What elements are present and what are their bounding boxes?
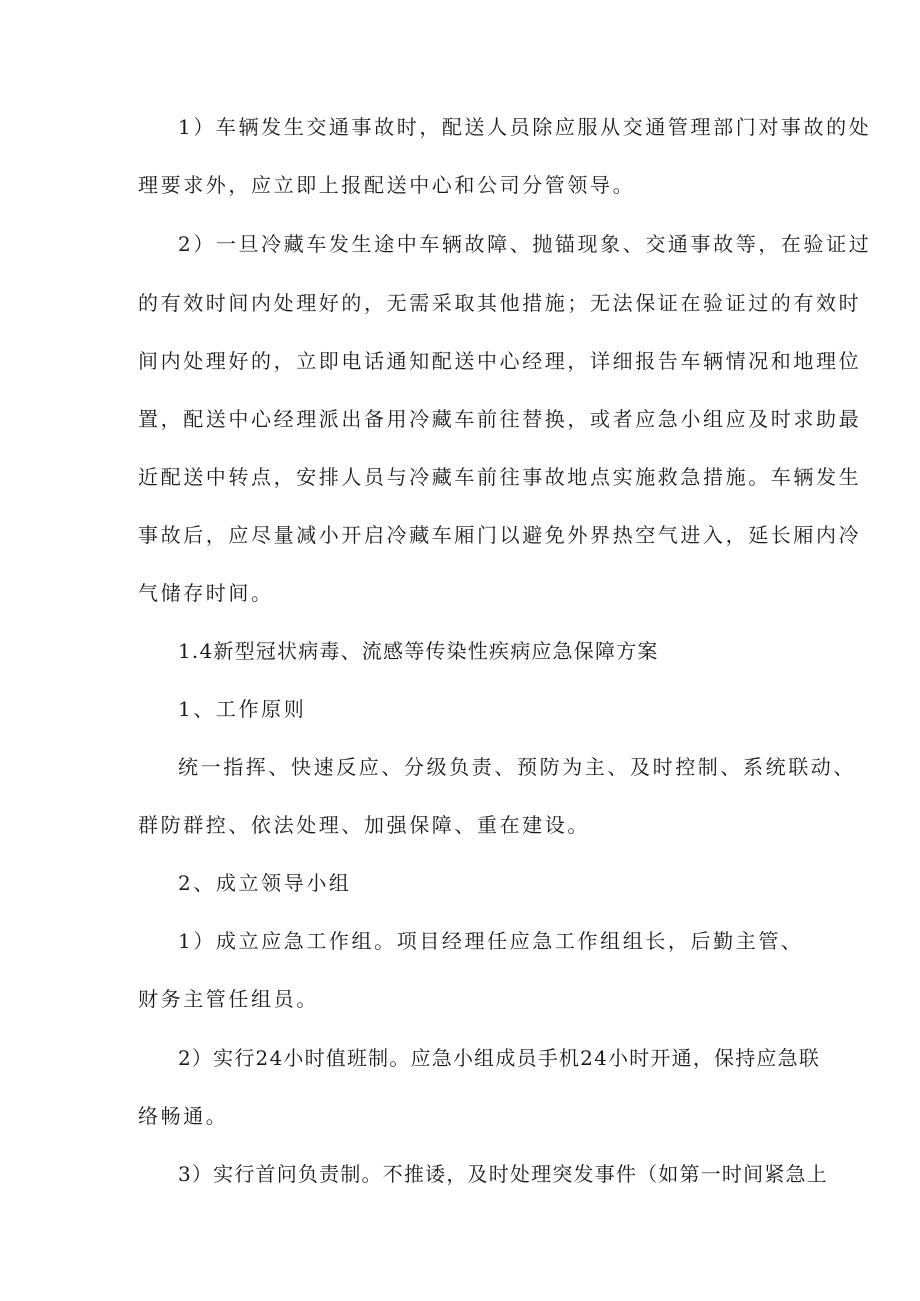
paragraph-breakdown-line-5: 近配送中转点，安排人员与冷藏车前往事故地点实施救急措施。车辆发生: [138, 465, 862, 489]
item-1-line-1: 1）成立应急工作组。项目经理任应急工作组组长，后勤主管、: [178, 929, 804, 953]
section-heading-1-4: 1.4新型冠状病毒、流感等传染性疾病应急保障方案: [178, 639, 659, 663]
item-1-line-2: 财务主管任组员。: [138, 987, 319, 1011]
paragraph-breakdown-line-4: 置，配送中心经理派出备用冷藏车前往替换，或者应急小组应及时求助最: [138, 407, 862, 431]
paragraph-accident-line-2: 理要求外，应立即上报配送中心和公司分管领导。: [138, 173, 636, 197]
heading-leadership-group: 2、成立领导小组: [178, 871, 352, 895]
paragraph-accident-line-1: 1）车辆发生交通事故时，配送人员除应服从交通管理部门对事故的处: [178, 115, 872, 139]
item-3-line-1: 3）实行首问负责制。不推诿，及时处理突发事件（如第一时间紧急上: [178, 1162, 828, 1186]
paragraph-breakdown-line-3: 间内处理好的，立即电话通知配送中心经理，详细报告车辆情况和地理位: [138, 349, 862, 373]
paragraph-breakdown-line-7: 气储存时间。: [138, 581, 274, 605]
principles-line-2: 群防群控、依法处理、加强保障、重在建设。: [138, 813, 590, 837]
paragraph-breakdown-line-1: 2）一旦冷藏车发生途中车辆故障、抛锚现象、交通事故等，在验证过: [178, 232, 872, 256]
paragraph-breakdown-line-2: 的有效时间内处理好的，无需采取其他措施；无法保证在验证过的有效时: [138, 291, 862, 315]
item-2-line-1: 2）实行24小时值班制。应急小组成员手机24小时开通，保持应急联: [178, 1046, 821, 1070]
principles-line-1: 统一指挥、快速反应、分级负责、预防为主、及时控制、系统联动、: [178, 755, 856, 779]
item-2-line-2: 络畅通。: [138, 1104, 229, 1128]
paragraph-breakdown-line-6: 事故后，应尽量减小开启冷藏车厢门以避免外界热空气进入，延长厢内冷: [138, 523, 862, 547]
heading-work-principles: 1、工作原则: [178, 697, 307, 721]
